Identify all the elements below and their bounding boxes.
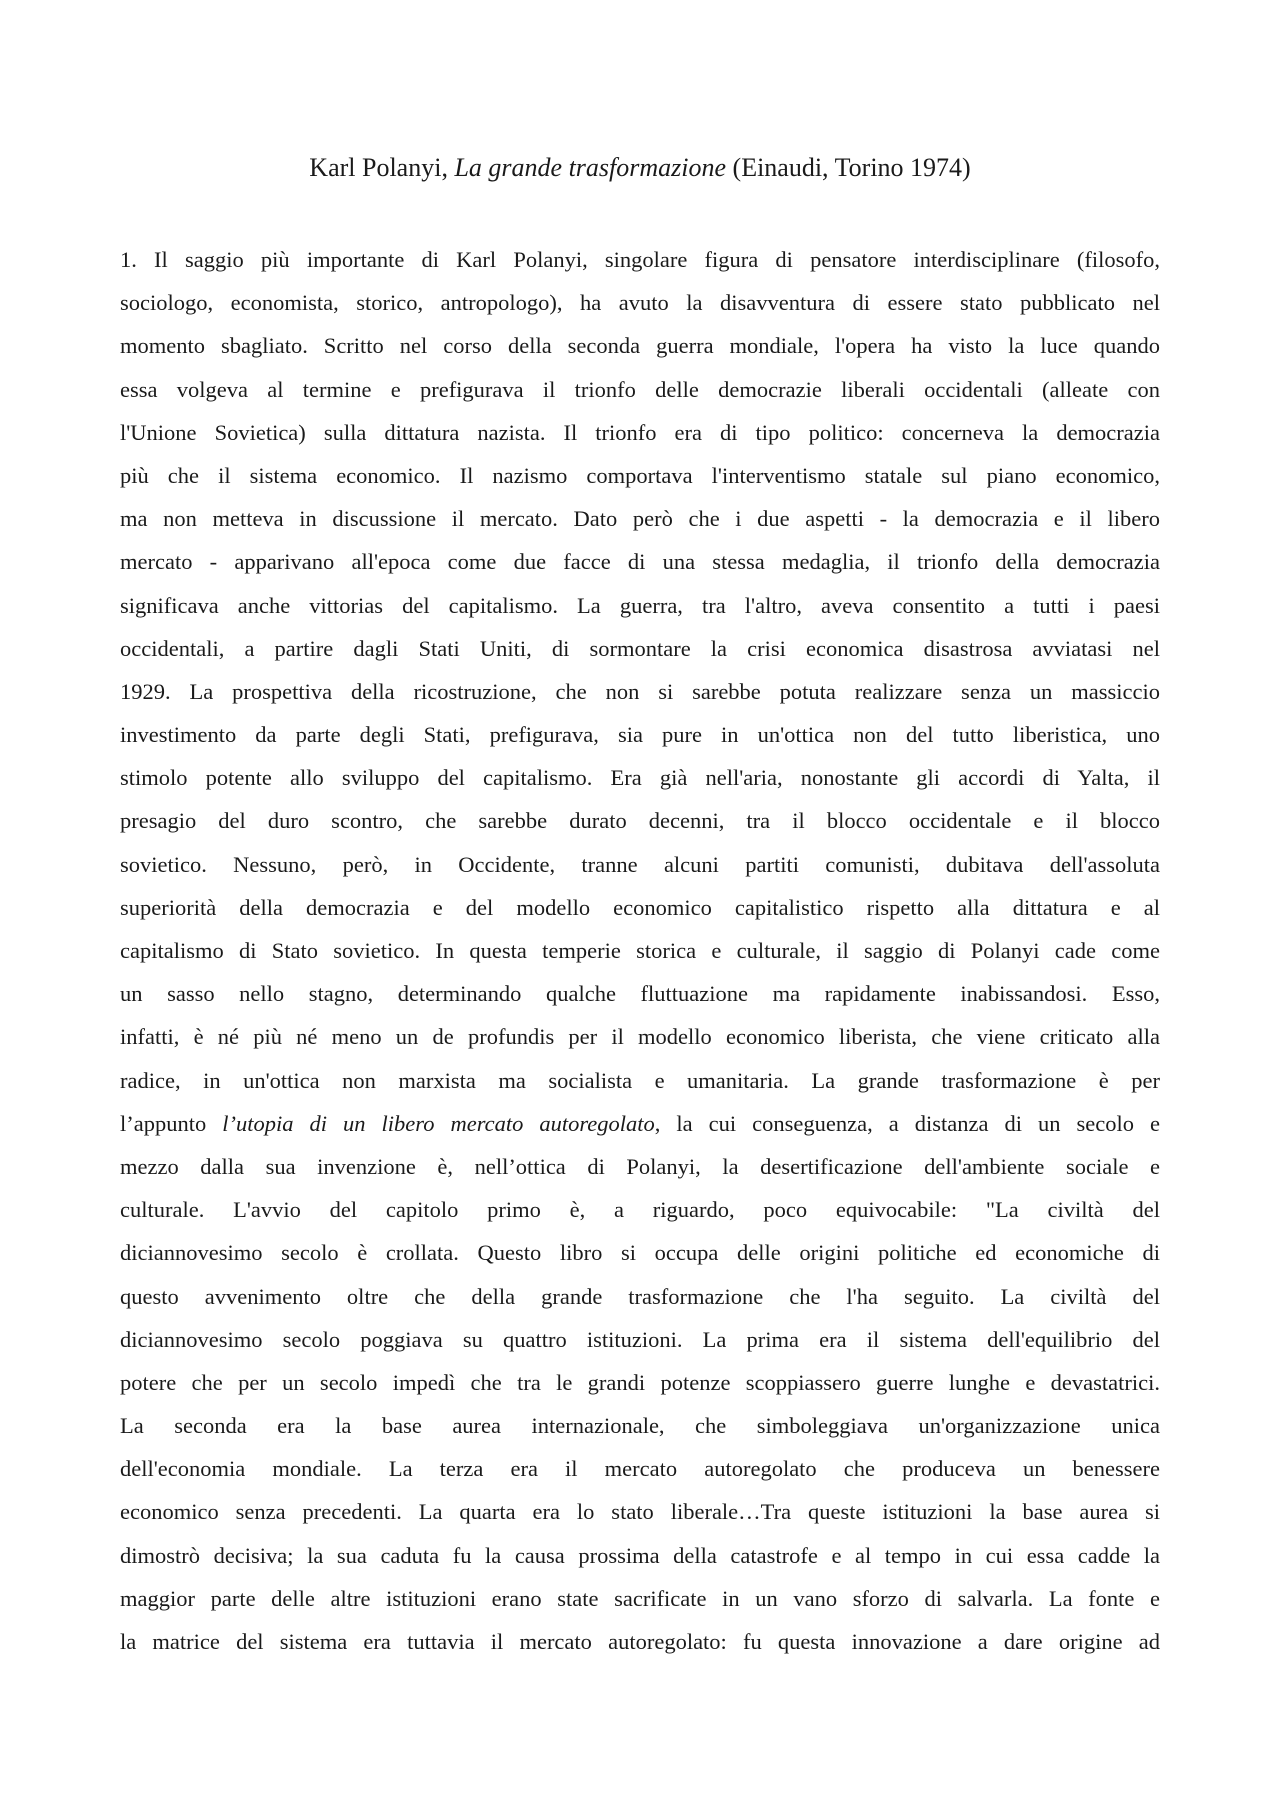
- text-line: occidentali, a partire dagli Stati Uniti, di sormontare la crisi economica disastrosa avviatasi nel: [120, 635, 1160, 661]
- text-line-with-italic: [120, 1102, 1160, 1145]
- text-line: superiorità della democrazia e del modello economico capitalistico rispetto alla dittatura e al: [120, 894, 1160, 920]
- text-line: stimolo potente allo sviluppo del capitalismo. Era già nell'aria, nonostante gli accordi di Yalta, il: [120, 765, 1160, 791]
- text-line: 1. Il saggio più importante di Karl Polanyi, singolare figura di pensatore interdisciplinare (filosofo,: [120, 247, 1160, 272]
- title-book: La grande trasformazione: [454, 153, 727, 182]
- text-line: radice, in un'ottica non marxista ma socialista e umanitaria. La grande trasformazione è per: [120, 1067, 1160, 1093]
- text-line: essa volgeva al termine e prefigurava il trionfo delle democrazie liberali occidentali (alleate con: [120, 376, 1160, 402]
- text-line: maggior parte delle altre istituzioni erano state sacrificate in un vano sforzo di salvarla. La fonte e: [120, 1585, 1160, 1611]
- text-line: investimento da parte degli Stati, prefigurava, sia pure in un'ottica non del tutto liberistica, uno: [120, 722, 1160, 748]
- text-line: 1929. La prospettiva della ricostruzione, che non si sarebbe potuta realizzare senza un massiccio: [120, 678, 1160, 704]
- text-line: infatti, è né più né meno un de profundis per il modello economico liberista, che viene criticato alla: [120, 1024, 1160, 1050]
- text-line: sovietico. Nessuno, però, in Occidente, tranne alcuni partiti comunisti, dubitava dell'assoluta: [120, 851, 1160, 877]
- text-line: economico senza precedenti. La quarta era lo stato liberale…Tra queste istituzioni la base aurea si: [120, 1499, 1160, 1525]
- line-pre: l’appunto: [120, 1110, 223, 1136]
- title-publisher: (Einaudi, Torino 1974): [732, 153, 971, 182]
- title-author: Karl Polanyi,: [309, 153, 448, 182]
- text-line: La seconda era la base aurea internazionale, che simboleggiava un'organizzazione unica: [120, 1413, 1160, 1439]
- text-line: capitalismo di Stato sovietico. In questa temperie storica e culturale, il saggio di Polanyi cade come: [120, 938, 1160, 963]
- text-line: significava anche vittorias del capitalismo. La guerra, tra l'altro, aveva consentito a tutti i paesi: [120, 592, 1160, 618]
- text-line: potere che per un secolo impedì che tra le grandi potenze scoppiassero guerre lunghe e devastatrici.: [120, 1369, 1160, 1395]
- text-line: dimostrò decisiva; la sua caduta fu la causa prossima della catastrofe e al tempo in cui essa cadde la: [120, 1542, 1160, 1568]
- text-line: culturale. L'avvio del capitolo primo è, a riguardo, poco equivocabile: "La civiltà del: [120, 1197, 1160, 1223]
- document-title: [0, 150, 1280, 186]
- text-line: mezzo dalla sua invenzione è, nell’ottica di Polanyi, la desertificazione dell'ambiente sociale e: [120, 1153, 1160, 1179]
- text-line: più che il sistema economico. Il nazismo comportava l'interventismo statale sul piano economico,: [120, 462, 1160, 488]
- text-line: l'Unione Sovietica) sulla dittatura nazista. Il trionfo era di tipo politico: concerneva la democrazia: [120, 419, 1160, 445]
- text-line: la matrice del sistema era tuttavia il mercato autoregolato: fu questa innovazione a dare origine ad: [120, 1629, 1160, 1654]
- text-line: ma non metteva in discussione il mercato. Dato però che i due aspetti - la democrazia e il libero: [120, 506, 1160, 532]
- text-line: presagio del duro scontro, che sarebbe durato decenni, tra il blocco occidentale e il blocco: [120, 808, 1160, 834]
- line-post: , la cui conseguenza, a distanza di un secolo e: [654, 1110, 1160, 1136]
- body-paragraph: [120, 238, 1160, 1663]
- text-line: questo avvenimento oltre che della grande trasformazione che l'ha seguito. La civiltà del: [120, 1283, 1160, 1309]
- text-line: sociologo, economista, storico, antropologo), ha avuto la disavventura di essere stato pubblicato nel: [120, 290, 1160, 316]
- italic-quote: l’utopia di un libero mercato autoregolato: [222, 1110, 655, 1136]
- text-line: un sasso nello stagno, determinando qualche fluttuazione ma rapidamente inabissandosi. Esso,: [120, 981, 1160, 1007]
- text-line: diciannovesimo secolo poggiava su quattro istituzioni. La prima era il sistema dell'equilibrio del: [120, 1326, 1160, 1352]
- text-line: mercato - apparivano all'epoca come due facce di una stessa medaglia, il trionfo della democrazia: [120, 549, 1160, 575]
- text-line: diciannovesimo secolo è crollata. Questo libro si occupa delle origini politiche ed economiche di: [120, 1240, 1160, 1266]
- text-line: dell'economia mondiale. La terza era il mercato autoregolato che produceva un benessere: [120, 1456, 1160, 1482]
- text-line: momento sbagliato. Scritto nel corso della seconda guerra mondiale, l'opera ha visto la luce quando: [120, 333, 1160, 359]
